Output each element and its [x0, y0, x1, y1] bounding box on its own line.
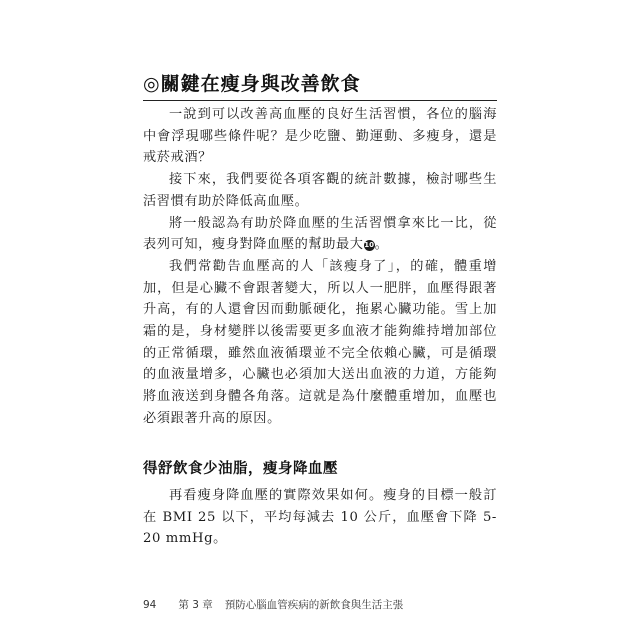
chapter-label: 第 3 章	[178, 599, 213, 611]
body-text-block	[143, 104, 497, 430]
subsection-heading: 得舒飲食少油脂，瘦身降血壓	[143, 461, 338, 477]
page-number: 94	[143, 599, 157, 611]
page-footer	[143, 597, 403, 613]
reference-marker: 10	[364, 241, 374, 250]
paragraph-4: 我們常勸告血壓高的人「該瘦身了」，的確，體重增加，但是心臟不會跟著變大，所以人一肥胖，血壓得跟著升高，有的人還會因而動脈硬化，拖累心臟功能。雪上加霜的是，身材變胖以後需要更多血液才能夠維持增加部位的正常循環，雖然血液循環並不完全依賴心臟，可是循環的血液量增多，心臟也必須加大送出血液的力道，方能夠將血液送到身體各角落。這就是為什麼體重增加，血壓也必須跟著升高的原因。	[143, 258, 497, 426]
title-divider	[143, 100, 497, 101]
paragraph-2: 接下來，我們要從各項客觀的統計數據，檢討哪些生活習慣有助於降低高血壓。	[143, 172, 497, 209]
subsection-paragraph-1: 再看瘦身降血壓的實際效果如何。瘦身的目標一般訂在 BMI 25 以下，平均每減去 10 公斤，血壓會下降 5-20 mmHg。	[143, 488, 497, 547]
paragraph-3	[143, 213, 497, 256]
paragraph-3-text: 將一般認為有助於降血壓的生活習慣拿來比一比，從表列可知，瘦身對降血壓的幫助最大	[143, 215, 497, 253]
paragraph-3-end: 。	[374, 237, 389, 253]
chapter-title: 預防心腦血管疾病的新飲食與生活主張	[224, 599, 404, 611]
subsection-text-block	[143, 485, 497, 550]
section-title: ◎關鍵在瘦身與改善飲食	[143, 73, 361, 95]
paragraph-1: 一說到可以改善高血壓的良好生活習慣，各位的腦海中會浮現哪些條件呢？是少吃鹽、勤運動、多瘦身，還是戒菸戒酒？	[143, 107, 497, 166]
